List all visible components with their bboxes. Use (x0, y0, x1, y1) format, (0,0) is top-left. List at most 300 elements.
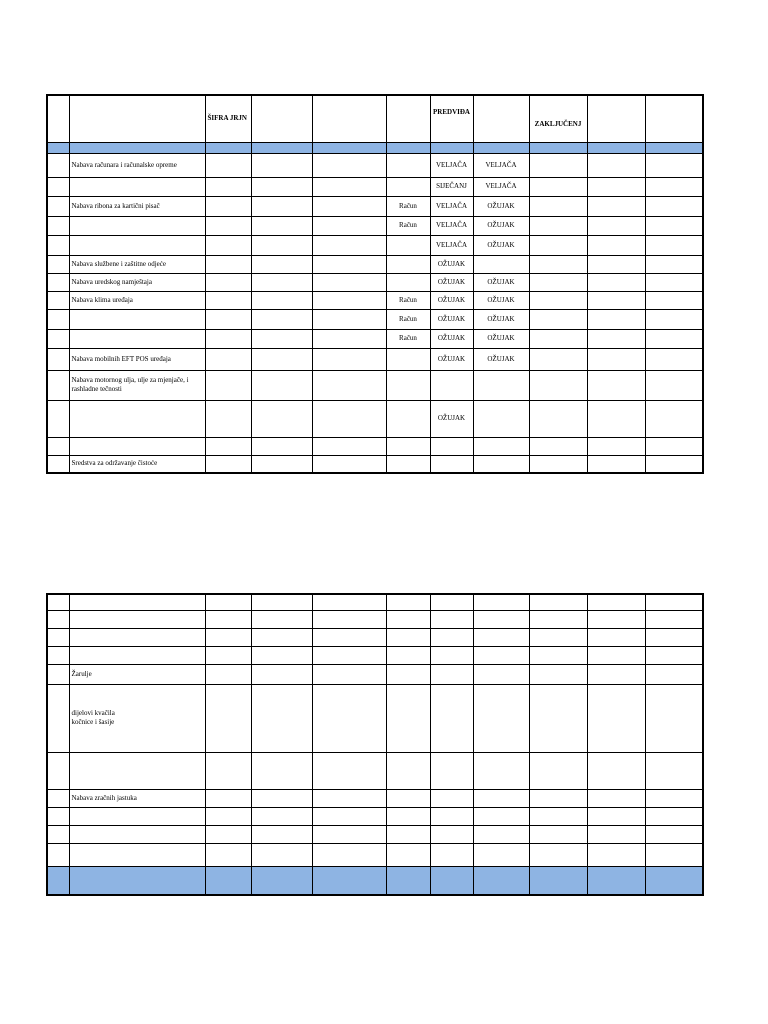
table-cell (645, 684, 703, 752)
table-cell (430, 594, 473, 610)
table-row (47, 153, 703, 177)
table-cell (529, 664, 587, 684)
row-index-cell (47, 400, 69, 437)
table-row (47, 628, 703, 646)
contract-month: OŽUJAK (473, 291, 529, 309)
table-row (47, 309, 703, 329)
row-index-cell (47, 646, 69, 664)
planned-month: VELJAČA (430, 153, 473, 177)
table-cell (205, 843, 251, 866)
header-cell (587, 95, 645, 142)
table-cell (529, 610, 587, 628)
row-index-cell (47, 455, 69, 473)
table-cell (587, 255, 645, 273)
table-cell (473, 752, 529, 789)
table-cell (251, 348, 312, 370)
contract-month: OŽUJAK (473, 309, 529, 329)
table-cell (645, 594, 703, 610)
table-row (47, 752, 703, 789)
table-cell (312, 235, 386, 255)
table-row (47, 646, 703, 664)
table-cell (473, 807, 529, 825)
table-row (47, 400, 703, 437)
table-cell (312, 329, 386, 348)
document-type (386, 348, 430, 370)
table-cell (529, 843, 587, 866)
table-cell (205, 594, 251, 610)
table-cell (645, 628, 703, 646)
table-cell (251, 291, 312, 309)
item-description (69, 807, 205, 825)
item-description: Nabava motornog ulja, ulje za mjenjače, i rashladne tečnosti (69, 370, 205, 400)
table-row (47, 455, 703, 473)
table-cell (312, 216, 386, 235)
header-row (47, 95, 703, 142)
item-description (69, 646, 205, 664)
row-index-cell (47, 329, 69, 348)
table-cell (587, 329, 645, 348)
table-row (47, 291, 703, 309)
row-index-cell (47, 370, 69, 400)
table-cell (645, 752, 703, 789)
table-cell (645, 400, 703, 437)
item-description (69, 309, 205, 329)
row-index-cell (47, 437, 69, 455)
table-cell (205, 291, 251, 309)
table-cell (473, 825, 529, 843)
document-type: Račun (386, 216, 430, 235)
table-cell (205, 370, 251, 400)
table-cell (430, 646, 473, 664)
table-cell (251, 594, 312, 610)
table-cell (587, 594, 645, 610)
table-cell (251, 370, 312, 400)
contract-month: OŽUJAK (473, 216, 529, 235)
contract-month (473, 437, 529, 455)
table-cell (251, 437, 312, 455)
table-cell (529, 594, 587, 610)
table-cell (473, 789, 529, 807)
table-cell (251, 177, 312, 196)
table-cell (312, 153, 386, 177)
table-cell (205, 348, 251, 370)
table-cell (587, 273, 645, 291)
table-cell (645, 216, 703, 235)
table-cell (386, 628, 430, 646)
table-cell (645, 153, 703, 177)
table-cell (645, 455, 703, 473)
row-index-cell (47, 348, 69, 370)
document-type (386, 437, 430, 455)
item-description: Nabava ribona za kartični pisač (69, 196, 205, 216)
table-cell (386, 610, 430, 628)
table-cell (205, 196, 251, 216)
table-cell (251, 807, 312, 825)
table-cell (529, 177, 587, 196)
table-cell (473, 646, 529, 664)
table-cell (251, 752, 312, 789)
planned-month: VELJAČA (430, 235, 473, 255)
table-cell (430, 628, 473, 646)
header-cell (47, 95, 69, 142)
table-cell (529, 789, 587, 807)
item-description (69, 329, 205, 348)
table-cell (312, 177, 386, 196)
table-cell (587, 610, 645, 628)
table-cell (386, 843, 430, 866)
table-cell (587, 752, 645, 789)
item-description (69, 664, 205, 684)
table-cell (587, 628, 645, 646)
item-description (69, 825, 205, 843)
table-cell (473, 664, 529, 684)
item-description (69, 628, 205, 646)
table-cell (645, 370, 703, 400)
table-cell (312, 752, 386, 789)
document-type: Račun (386, 196, 430, 216)
table-cell (251, 610, 312, 628)
table-cell (251, 273, 312, 291)
table-row (47, 196, 703, 216)
table-cell (205, 684, 251, 752)
planned-month: OŽUJAK (430, 291, 473, 309)
table-cell (251, 825, 312, 843)
table-cell (312, 273, 386, 291)
table-cell (205, 255, 251, 273)
item-description-line: Nabava zračnih jastuka (71, 793, 137, 802)
row-index-cell (47, 789, 69, 807)
table-cell (529, 309, 587, 329)
table-cell (473, 684, 529, 752)
row-index-cell (47, 684, 69, 752)
row-index-cell (47, 235, 69, 255)
planned-month (430, 370, 473, 400)
row-index-cell (47, 664, 69, 684)
table-cell (430, 789, 473, 807)
table-cell (430, 843, 473, 866)
table-cell (529, 684, 587, 752)
table-cell (205, 628, 251, 646)
header-cell (312, 95, 386, 142)
table-cell (529, 255, 587, 273)
table-cell (312, 628, 386, 646)
table-cell (205, 825, 251, 843)
item-description (69, 789, 205, 807)
table-cell (587, 216, 645, 235)
item-description (69, 594, 205, 610)
table-cell (529, 273, 587, 291)
table-cell (386, 789, 430, 807)
header-cell (473, 95, 529, 142)
item-description: Nabava uredskog namještaja (69, 273, 205, 291)
table-cell (251, 255, 312, 273)
table-cell (251, 684, 312, 752)
table-row (47, 348, 703, 370)
table-cell (312, 455, 386, 473)
table-cell (529, 825, 587, 843)
table-cell (312, 843, 386, 866)
table-cell (473, 628, 529, 646)
table-cell (473, 843, 529, 866)
table-cell (645, 807, 703, 825)
contract-month: OŽUJAK (473, 273, 529, 291)
table-cell (251, 153, 312, 177)
table-cell (587, 646, 645, 664)
table-cell (529, 628, 587, 646)
table-cell (430, 807, 473, 825)
item-description (69, 843, 205, 866)
planned-month: OŽUJAK (430, 329, 473, 348)
table-cell (587, 177, 645, 196)
document-type (386, 255, 430, 273)
table-row (47, 235, 703, 255)
row-index-cell (47, 177, 69, 196)
header-zakljucenj-label: ZAKLJUČENJ (534, 120, 582, 129)
contract-month (473, 370, 529, 400)
table-cell (587, 437, 645, 455)
header-predvida-label: PREDVIĐA (433, 108, 470, 117)
table-cell (386, 664, 430, 684)
item-description-line: Žarulje (71, 669, 92, 678)
table-cell (312, 400, 386, 437)
table-cell (645, 789, 703, 807)
table-cell (430, 684, 473, 752)
table-cell (312, 196, 386, 216)
table-cell (386, 825, 430, 843)
table-cell (430, 610, 473, 628)
header-predvida (430, 95, 473, 142)
table-cell (251, 309, 312, 329)
table-row (47, 807, 703, 825)
header-band-row (47, 142, 703, 153)
header-cell (69, 95, 205, 142)
table-cell (251, 628, 312, 646)
table-cell (205, 329, 251, 348)
table-cell (312, 825, 386, 843)
table-cell (645, 646, 703, 664)
row-index-cell (47, 153, 69, 177)
table-cell (529, 348, 587, 370)
table-cell (645, 177, 703, 196)
table-cell (205, 610, 251, 628)
table-cell (251, 664, 312, 684)
table-row (47, 329, 703, 348)
table-cell (251, 235, 312, 255)
table-cell (205, 177, 251, 196)
table-cell (645, 196, 703, 216)
table-cell (205, 235, 251, 255)
table-cell (312, 291, 386, 309)
table-cell (529, 807, 587, 825)
planned-month: SIJEČANJ (430, 177, 473, 196)
table-cell (587, 843, 645, 866)
table-row (47, 273, 703, 291)
table-cell (587, 153, 645, 177)
table-cell (205, 455, 251, 473)
table-cell (645, 329, 703, 348)
item-description: Nabava mobilnih EFT POS uređaja (69, 348, 205, 370)
table-cell (205, 646, 251, 664)
table-cell (430, 752, 473, 789)
planned-month (430, 455, 473, 473)
table-cell (205, 664, 251, 684)
table-cell (645, 348, 703, 370)
table-cell (312, 348, 386, 370)
table-cell (312, 646, 386, 664)
table-cell (587, 455, 645, 473)
table-cell (587, 664, 645, 684)
planned-month: OŽUJAK (430, 255, 473, 273)
table-cell (430, 664, 473, 684)
row-index-cell (47, 291, 69, 309)
table-cell (251, 196, 312, 216)
table-cell (529, 455, 587, 473)
table-cell (645, 843, 703, 866)
table-cell (205, 309, 251, 329)
table-cell (529, 329, 587, 348)
contract-month: VELJAČA (473, 177, 529, 196)
document-type (386, 153, 430, 177)
table-cell (645, 255, 703, 273)
planned-month: OŽUJAK (430, 400, 473, 437)
table-cell (587, 789, 645, 807)
table-cell (312, 437, 386, 455)
procurement-plan-table (46, 94, 704, 474)
table-cell (587, 235, 645, 255)
table-cell (386, 752, 430, 789)
item-description (69, 610, 205, 628)
table-cell (587, 400, 645, 437)
table-cell (529, 196, 587, 216)
header-cell (251, 95, 312, 142)
header-sifra-jrjn: ŠIFRA JRJN (205, 95, 251, 142)
table-cell (251, 216, 312, 235)
item-description (69, 437, 205, 455)
item-description-line: kočnice i šasije (71, 718, 115, 726)
table-cell (312, 309, 386, 329)
planned-month: VELJAČA (430, 216, 473, 235)
table-cell (645, 664, 703, 684)
total-band-row (47, 866, 703, 895)
table-cell (645, 825, 703, 843)
row-index-cell (47, 255, 69, 273)
table-cell (587, 196, 645, 216)
planned-month: VELJAČA (430, 196, 473, 216)
table-row (47, 437, 703, 455)
item-description: Sredstva za održavanje čistoće (69, 455, 205, 473)
item-description: Nabava službene i zaštitne odjeće (69, 255, 205, 273)
table-cell (529, 235, 587, 255)
document-type (386, 235, 430, 255)
contract-month (473, 400, 529, 437)
item-description (69, 177, 205, 196)
table-cell (205, 752, 251, 789)
table-cell (645, 235, 703, 255)
table-cell (645, 437, 703, 455)
table-cell (529, 216, 587, 235)
document-type: Račun (386, 329, 430, 348)
table-cell (473, 594, 529, 610)
table-cell (645, 610, 703, 628)
contract-month (473, 255, 529, 273)
row-index-cell (47, 594, 69, 610)
table-cell (529, 370, 587, 400)
table-cell (529, 153, 587, 177)
planned-month: OŽUJAK (430, 309, 473, 329)
table-cell (587, 825, 645, 843)
table-cell (205, 273, 251, 291)
row-index-cell (47, 273, 69, 291)
table-cell (386, 684, 430, 752)
document-type: Račun (386, 309, 430, 329)
table-row (47, 610, 703, 628)
row-index-cell (47, 628, 69, 646)
table-cell (587, 348, 645, 370)
table-cell (587, 309, 645, 329)
table-cell (251, 455, 312, 473)
item-description (69, 216, 205, 235)
row-index-cell (47, 752, 69, 789)
table-row (47, 177, 703, 196)
table-cell (587, 807, 645, 825)
document-type (386, 370, 430, 400)
table-row (47, 843, 703, 866)
item-description (69, 235, 205, 255)
contract-month: OŽUJAK (473, 329, 529, 348)
planned-month: OŽUJAK (430, 273, 473, 291)
planned-month (430, 437, 473, 455)
table-cell (529, 400, 587, 437)
row-index-cell (47, 309, 69, 329)
table-row (47, 255, 703, 273)
table-cell (205, 437, 251, 455)
table-cell (251, 400, 312, 437)
item-description (69, 684, 205, 752)
secondary-table (46, 593, 704, 896)
table-cell (251, 789, 312, 807)
contract-month: OŽUJAK (473, 196, 529, 216)
table-cell (645, 291, 703, 309)
table-row (47, 370, 703, 400)
table-cell (205, 789, 251, 807)
table-cell (312, 789, 386, 807)
table-cell (430, 825, 473, 843)
header-zakljucenj (529, 95, 587, 142)
contract-month: VELJAČA (473, 153, 529, 177)
table-cell (529, 752, 587, 789)
contract-month (473, 455, 529, 473)
document-type: Račun (386, 291, 430, 309)
document-type (386, 455, 430, 473)
table-cell (587, 291, 645, 309)
table-cell (529, 646, 587, 664)
row-index-cell (47, 843, 69, 866)
table-cell (645, 273, 703, 291)
contract-month: OŽUJAK (473, 348, 529, 370)
table-cell (587, 684, 645, 752)
item-description: Nabava klima uređaja (69, 291, 205, 309)
table-row (47, 684, 703, 752)
planned-month: OŽUJAK (430, 348, 473, 370)
table-cell (251, 329, 312, 348)
row-index-cell (47, 610, 69, 628)
table-row (47, 594, 703, 610)
table-cell (205, 153, 251, 177)
item-description (69, 752, 205, 789)
table-cell (312, 610, 386, 628)
table-cell (205, 216, 251, 235)
table-cell (529, 437, 587, 455)
